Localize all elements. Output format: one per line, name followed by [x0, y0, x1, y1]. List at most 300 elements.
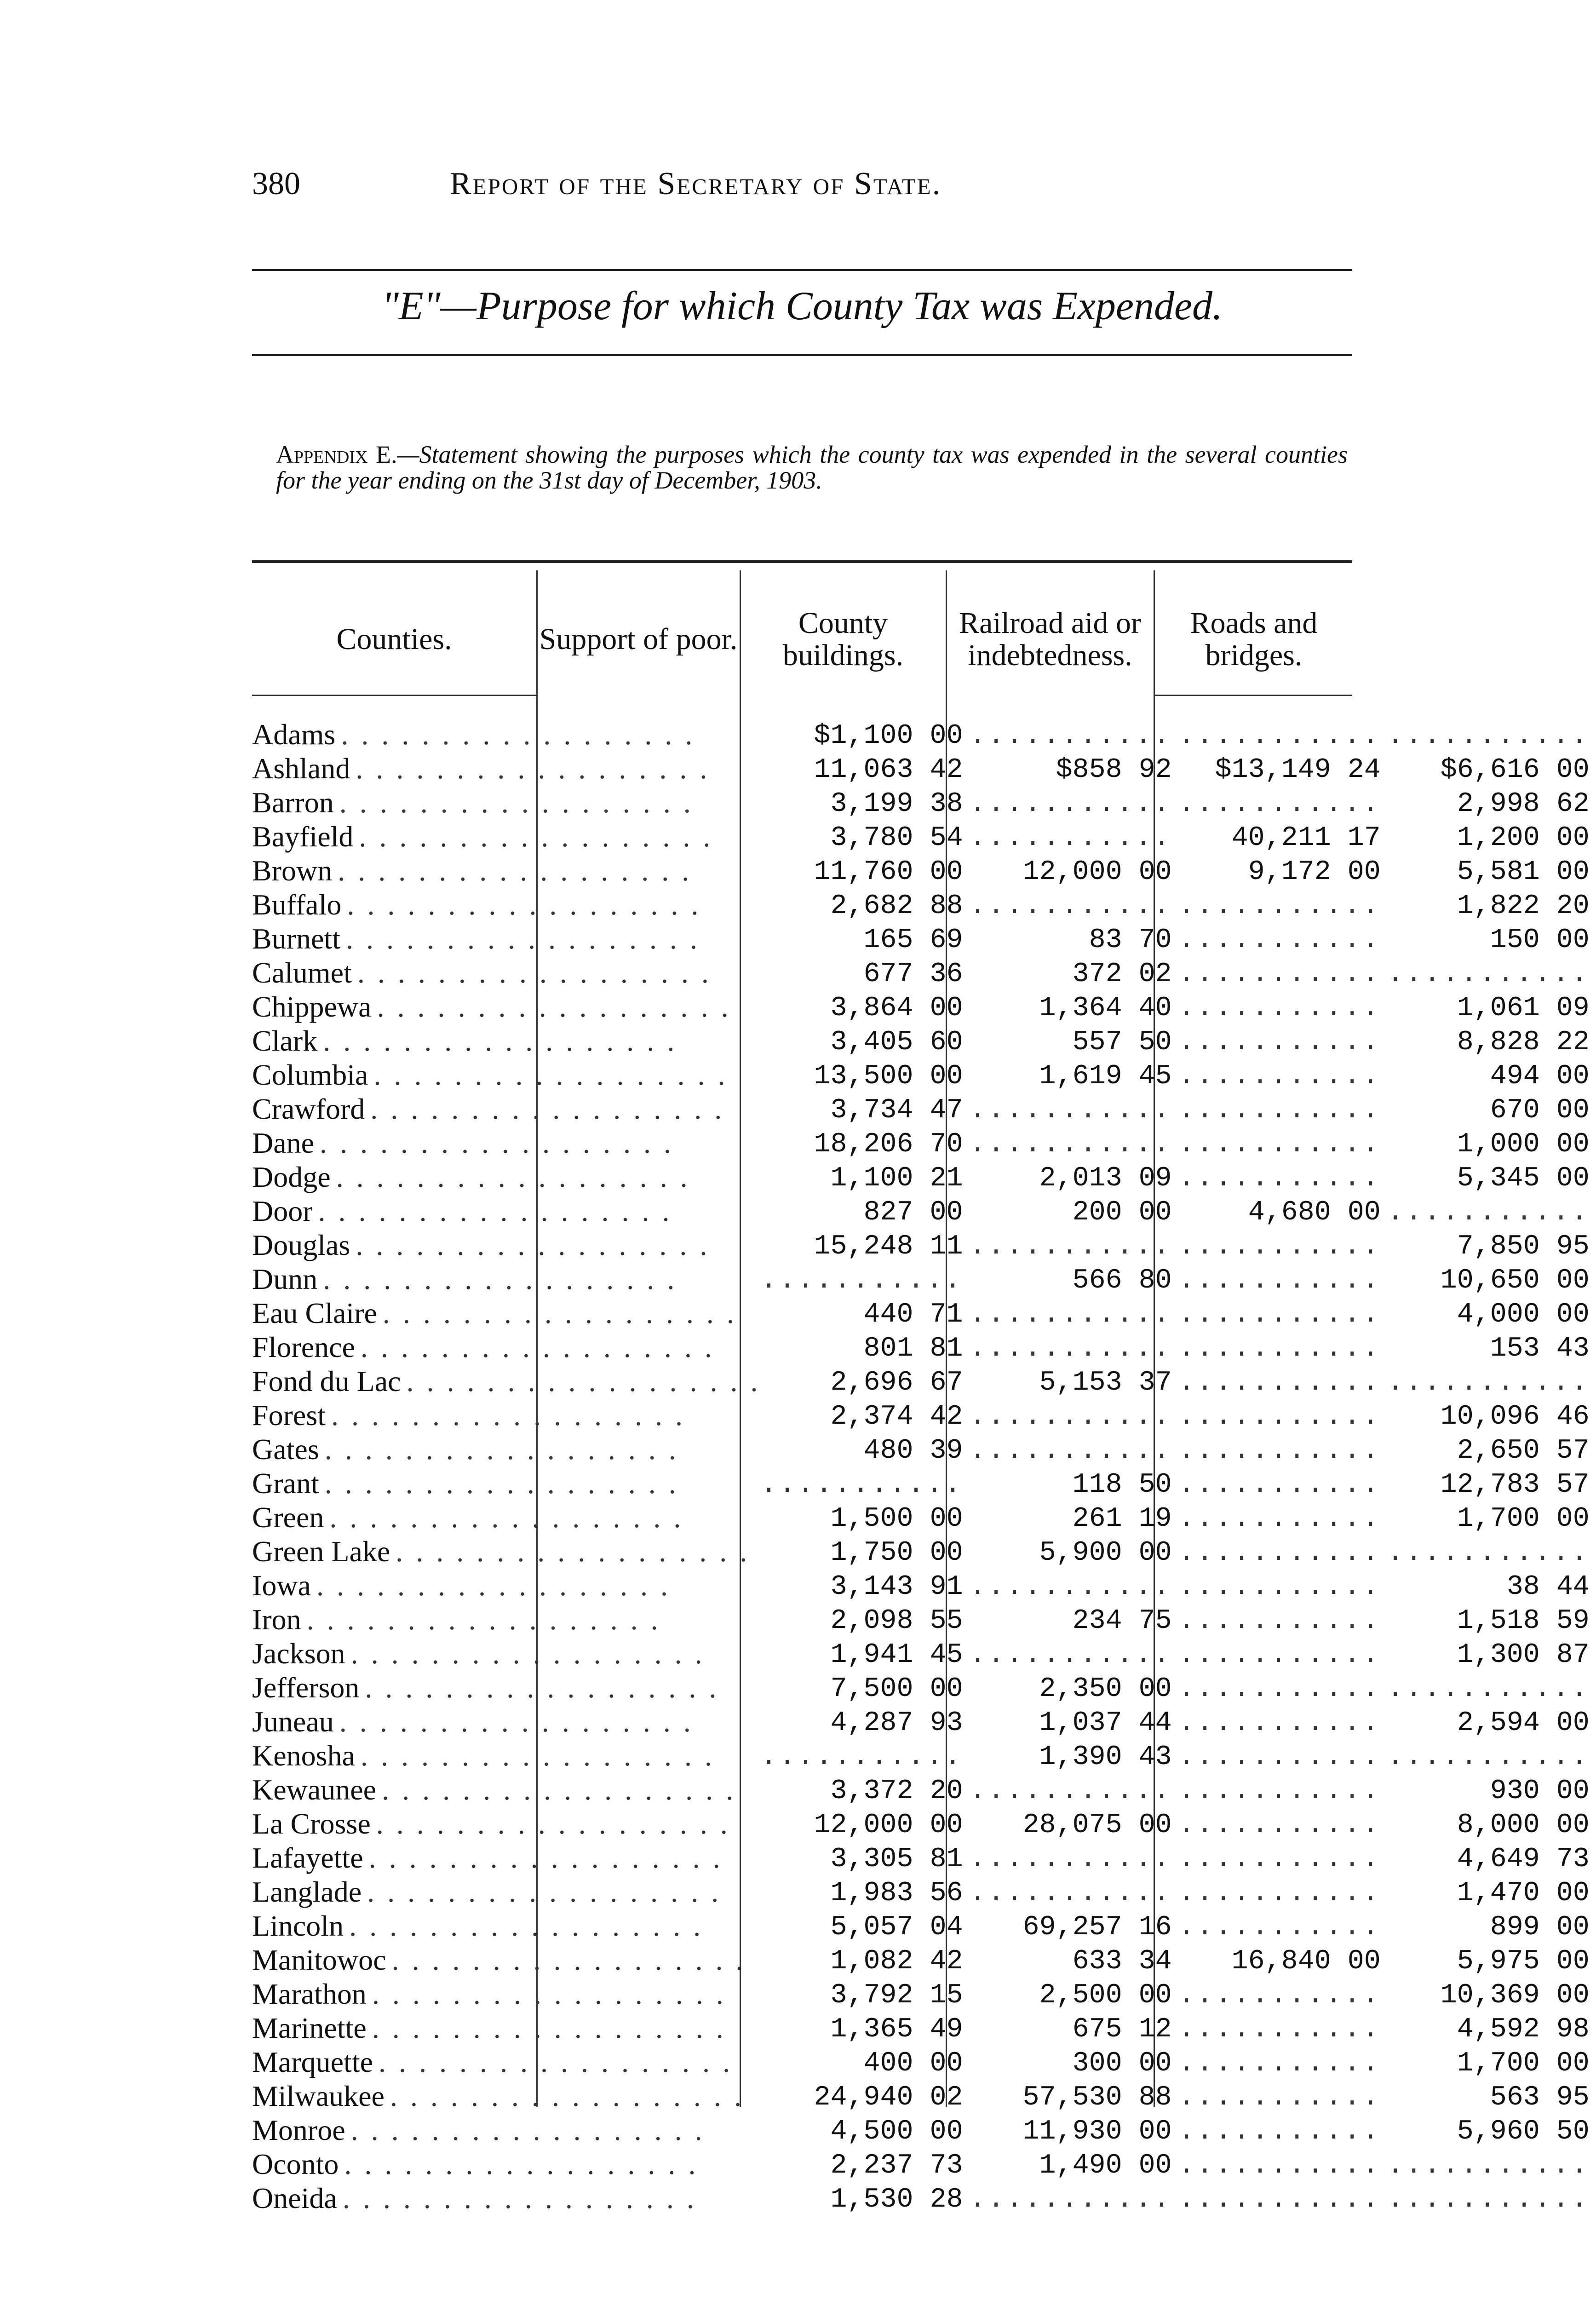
empty-dot-leader: ...........: [969, 891, 1172, 922]
leader-dots: . . . . . . . . . . . . . . . . . .: [342, 2182, 697, 2214]
table-row: [252, 1398, 1596, 1432]
table-row: [252, 2147, 1596, 2181]
county-buildings-cell: [970, 1569, 1178, 1603]
table-row: [252, 1909, 1596, 1943]
roads-and-bridges-cell: 1,300 87: [1457, 1639, 1590, 1671]
county-name: Adams: [252, 718, 336, 751]
railroad-aid-cell: [1178, 1637, 1387, 1671]
table-row: [252, 1058, 1596, 1092]
railroad-aid-cell: [1178, 1501, 1387, 1535]
leader-dots: . . . . . . . . . . . . . . . . . .: [350, 2114, 705, 2146]
county-buildings-cell: $858 92: [1056, 754, 1172, 786]
table-row: [252, 1126, 1596, 1160]
table-row: [252, 1262, 1596, 1296]
empty-dot-leader: ...........: [1178, 1742, 1381, 1773]
county-buildings-cell: 1,390 43: [1039, 1742, 1172, 1773]
page-header: [252, 166, 1356, 216]
county-name: Columbia: [252, 1058, 368, 1091]
table-row: [252, 1705, 1596, 1739]
county-name: Oconto: [252, 2148, 339, 2180]
county-cell: [252, 1126, 761, 1160]
roads-and-bridges-cell: 899 00: [1490, 1912, 1590, 1943]
county-cell: [252, 854, 761, 888]
roads-and-bridges-cell: [1387, 1194, 1596, 1228]
county-cell: [252, 1296, 761, 1330]
empty-dot-leader: ...........: [969, 1333, 1172, 1364]
support-of-poor-cell: 3,305 81: [830, 1844, 963, 1875]
title-rule-top: [252, 269, 1352, 271]
support-of-poor-cell: 3,792 15: [830, 1980, 963, 2011]
county-buildings-cell: 1,490 00: [1039, 2150, 1172, 2181]
railroad-aid-cell: [1178, 1024, 1387, 1058]
leader-dots: . . . . . . . . . . . . . . . . . .: [345, 922, 700, 955]
table-row: [252, 1569, 1596, 1603]
empty-dot-leader: ...........: [760, 1469, 963, 1501]
leader-dots: . . . . . . . . . . . . . . . . . .: [347, 888, 701, 921]
county-name: Dane: [252, 1127, 315, 1159]
table-row: [252, 1501, 1596, 1535]
empty-dot-leader: ...........: [969, 1129, 1172, 1160]
leader-dots: . . . . . . . . . . . . . . . . . .: [367, 1875, 722, 1908]
county-buildings-cell: 1,364 40: [1039, 993, 1172, 1024]
county-name: Bayfield: [252, 820, 354, 853]
leader-dots: . . . . . . . . . . . . . . . . . .: [320, 1127, 674, 1159]
support-of-poor-cell: 1,750 00: [830, 1537, 963, 1569]
empty-dot-leader: ...........: [969, 1571, 1172, 1603]
table-row: [252, 2113, 1596, 2147]
leader-dots: . . . . . . . . . . . . . . . . . .: [370, 1092, 725, 1125]
empty-dot-leader: ...........: [969, 1844, 1172, 1875]
county-buildings-cell: [970, 1126, 1178, 1160]
support-of-poor-cell: 3,405 60: [830, 1027, 963, 1058]
county-cell: [252, 1977, 761, 2011]
county-cell: [252, 1194, 761, 1228]
railroad-aid-cell: [1178, 1773, 1387, 1807]
empty-dot-leader: ...........: [760, 1265, 963, 1296]
county-buildings-cell: [970, 786, 1178, 820]
roads-and-bridges-cell: 2,998 62: [1457, 788, 1590, 820]
county-name: Eau Claire: [252, 1297, 377, 1329]
county-buildings-cell: 300 00: [1072, 2048, 1172, 2079]
railroad-aid-cell: [1178, 1092, 1387, 1126]
support-of-poor-cell: 2,098 55: [830, 1605, 963, 1637]
empty-dot-leader: ...........: [969, 1878, 1172, 1909]
empty-dot-leader: ...........: [1178, 1469, 1381, 1501]
county-name: Marathon: [252, 1978, 367, 2010]
support-of-poor-cell: 480 39: [863, 1435, 963, 1466]
table-row: [252, 2045, 1596, 2079]
leader-dots: . . . . . . . . . . . . . . . . . .: [318, 1195, 672, 1227]
support-of-poor-cell: [761, 1739, 970, 1773]
county-cell: [252, 1330, 761, 1364]
support-of-poor-cell: 3,734 47: [830, 1095, 963, 1126]
empty-dot-leader: ...........: [1178, 993, 1381, 1024]
county-buildings-cell: 1,037 44: [1039, 1708, 1172, 1739]
table-row: [252, 854, 1596, 888]
empty-dot-leader: ...........: [1178, 2184, 1381, 2215]
support-of-poor-cell: 4,287 93: [830, 1708, 963, 1739]
support-of-poor-cell: 3,199 38: [830, 788, 963, 820]
roads-and-bridges-cell: 8,000 00: [1457, 1810, 1590, 1841]
empty-dot-leader: ...........: [1178, 720, 1381, 752]
county-name: Florence: [252, 1331, 355, 1363]
county-buildings-cell: 200 00: [1072, 1197, 1172, 1228]
table-row: [252, 718, 1596, 752]
empty-dot-leader: ...........: [1387, 2150, 1590, 2181]
county-name: Ashland: [252, 752, 350, 785]
county-name: Forest: [252, 1399, 326, 1432]
county-cell: [252, 1807, 761, 1841]
roads-and-bridges-cell: [1387, 956, 1596, 990]
roads-and-bridges-cell: 1,470 00: [1457, 1878, 1590, 1909]
table-row: [252, 922, 1596, 956]
county-name: Door: [252, 1195, 313, 1227]
leader-dots: . . . . . . . . . . . . . . . . . .: [324, 1467, 679, 1500]
empty-dot-leader: ...........: [1178, 1435, 1381, 1466]
county-cell: [252, 1773, 761, 1807]
county-cell: [252, 820, 761, 854]
county-cell: [252, 1058, 761, 1092]
county-buildings-cell: 83 70: [1089, 925, 1172, 956]
empty-dot-leader: ...........: [969, 1401, 1172, 1432]
empty-dot-leader: ...........: [760, 1742, 963, 1773]
leader-dots: . . . . . . . . . . . . . . . . . .: [368, 1841, 723, 1874]
county-cell: [252, 1569, 761, 1603]
leader-dots: . . . . . . . . . . . . . . . . . .: [316, 1569, 671, 1602]
leader-dots: . . . . . . . . . . . . . . . . . .: [356, 752, 710, 785]
railroad-aid-cell: [1178, 1330, 1387, 1364]
county-cell: [252, 1603, 761, 1637]
railroad-aid-cell: [1178, 1569, 1387, 1603]
county-name: Iron: [252, 1603, 301, 1636]
leader-dots: . . . . . . . . . . . . . . . . . .: [359, 820, 713, 853]
leader-dots: . . . . . . . . . . . . . . . . . .: [372, 2012, 726, 2044]
roads-and-bridges-cell: 1,700 00: [1457, 2048, 1590, 2079]
railroad-aid-cell: [1178, 1126, 1387, 1160]
leader-dots: . . . . . . . . . . . . . . . . . .: [360, 1331, 715, 1363]
empty-dot-leader: ...........: [1178, 1776, 1381, 1807]
county-buildings-cell: [970, 1841, 1178, 1875]
railroad-aid-cell: 16,840 00: [1231, 1946, 1381, 1977]
empty-dot-leader: ...........: [1178, 1980, 1381, 2011]
railroad-aid-cell: [1178, 2113, 1387, 2147]
county-cell: [252, 1092, 761, 1126]
county-buildings-cell: [970, 820, 1178, 854]
railroad-aid-cell: [1178, 1432, 1387, 1466]
support-of-poor-cell: 11,063 42: [814, 754, 963, 786]
county-cell: [252, 1262, 761, 1296]
table-row: [252, 1977, 1596, 2011]
empty-dot-leader: ...........: [1178, 2048, 1381, 2079]
county-cell: [252, 1160, 761, 1194]
empty-dot-leader: ...........: [1178, 891, 1381, 922]
roads-and-bridges-cell: 1,822 20: [1457, 891, 1590, 922]
table-row: [252, 1296, 1596, 1330]
support-of-poor-cell: [761, 1262, 970, 1296]
appendix-label: Appendix E.: [276, 441, 397, 468]
county-name: Fond du Lac: [252, 1365, 401, 1397]
county-name: Marinette: [252, 2012, 367, 2044]
empty-dot-leader: ...........: [1178, 1810, 1381, 1841]
county-cell: [252, 2113, 761, 2147]
table-row: [252, 1228, 1596, 1262]
column-header-roads-and-bridges: Roads and bridges.: [1190, 606, 1318, 672]
county-name: Green: [252, 1501, 324, 1534]
table-row: [252, 1432, 1596, 1466]
support-of-poor-cell: 2,237 73: [830, 2150, 963, 2181]
support-of-poor-cell: 440 71: [863, 1299, 963, 1330]
county-name: Gates: [252, 1433, 319, 1466]
empty-dot-leader: ...........: [1178, 1265, 1381, 1296]
empty-dot-leader: ...........: [1178, 2116, 1381, 2147]
county-name: Chippewa: [252, 990, 372, 1023]
empty-dot-leader: ...........: [1387, 959, 1590, 990]
table-top-rule: [252, 560, 1352, 563]
railroad-aid-cell: [1178, 1296, 1387, 1330]
county-name: Jackson: [252, 1637, 345, 1670]
empty-dot-leader: ...........: [969, 2184, 1172, 2215]
leader-dots: . . . . . . . . . . . . . . . . . .: [376, 1807, 730, 1840]
empty-dot-leader: ...........: [969, 1435, 1172, 1466]
county-cell: [252, 786, 761, 820]
railroad-aid-cell: [1178, 1262, 1387, 1296]
empty-dot-leader: ...........: [1387, 1537, 1590, 1569]
leader-dots: . . . . . . . . . . . . . . . . . .: [373, 1058, 728, 1091]
table-row: [252, 786, 1596, 820]
railroad-aid-cell: [1178, 2181, 1387, 2215]
roads-and-bridges-cell: [1387, 1671, 1596, 1705]
table-row: [252, 1330, 1596, 1364]
county-cell: [252, 2045, 761, 2079]
support-of-poor-cell: 12,000 00: [814, 1810, 963, 1841]
county-buildings-cell: 261 19: [1072, 1503, 1172, 1535]
county-name: Green Lake: [252, 1535, 390, 1568]
leader-dots: . . . . . . . . . . . . . . . . . .: [341, 718, 695, 751]
table-row: [252, 1943, 1596, 1977]
empty-dot-leader: ...........: [1178, 959, 1381, 990]
roads-and-bridges-cell: 670 00: [1490, 1095, 1590, 1126]
railroad-aid-cell: [1178, 1160, 1387, 1194]
leader-dots: . . . . . . . . . . . . . . . . . .: [406, 1365, 761, 1397]
county-buildings-cell: 12,000 00: [1022, 857, 1172, 888]
roads-and-bridges-cell: 5,581 00: [1457, 857, 1590, 888]
table-row: [252, 2079, 1596, 2113]
table-row: [252, 1637, 1596, 1671]
empty-dot-leader: ...........: [1178, 2014, 1381, 2045]
table-row: [252, 2011, 1596, 2045]
support-of-poor-cell: 1,500 00: [830, 1503, 963, 1535]
railroad-aid-cell: [1178, 990, 1387, 1024]
county-cell: [252, 922, 761, 956]
leader-dots: . . . . . . . . . . . . . . . . . .: [324, 1433, 679, 1466]
page-number: 380: [252, 166, 300, 201]
county-buildings-cell: [970, 1875, 1178, 1909]
county-buildings-cell: [970, 888, 1178, 922]
roads-and-bridges-cell: 8,828 22: [1457, 1027, 1590, 1058]
support-of-poor-cell: 1,100 21: [830, 1163, 963, 1194]
empty-dot-leader: ...........: [1387, 1197, 1590, 1228]
empty-dot-leader: ...........: [1178, 1095, 1381, 1126]
county-buildings-cell: 5,900 00: [1039, 1537, 1172, 1569]
empty-dot-leader: ...........: [969, 1095, 1172, 1126]
railroad-aid-cell: [1178, 1807, 1387, 1841]
support-of-poor-cell: 13,500 00: [814, 1061, 963, 1092]
leader-dots: . . . . . . . . . . . . . . . . . .: [336, 1161, 690, 1193]
county-name: Marquette: [252, 2046, 373, 2078]
roads-and-bridges-cell: [1387, 718, 1596, 752]
county-buildings-cell: [970, 1398, 1178, 1432]
support-of-poor-cell: $1,100 00: [814, 720, 963, 752]
county-buildings-cell: 1,619 45: [1039, 1061, 1172, 1092]
table-row: [252, 1603, 1596, 1637]
roads-and-bridges-cell: 5,960 50: [1457, 2116, 1590, 2147]
empty-dot-leader: ...........: [1387, 1673, 1590, 1705]
support-of-poor-cell: 1,941 45: [830, 1639, 963, 1671]
county-buildings-cell: 5,153 37: [1039, 1367, 1172, 1398]
railroad-aid-cell: $13,149 24: [1215, 754, 1381, 786]
leader-dots: . . . . . . . . . . . . . . . . . .: [338, 854, 692, 887]
roads-and-bridges-cell: 12,783 57: [1440, 1469, 1590, 1501]
county-name: Iowa: [252, 1569, 311, 1602]
support-of-poor-cell: 827 00: [863, 1197, 963, 1228]
table-row: [252, 1773, 1596, 1807]
support-of-poor-cell: 2,374 42: [830, 1401, 963, 1432]
county-cell: [252, 956, 761, 990]
county-buildings-cell: [970, 1432, 1178, 1466]
empty-dot-leader: ...........: [969, 1231, 1172, 1262]
county-name: Barron: [252, 786, 334, 819]
county-cell: [252, 752, 761, 786]
railroad-aid-cell: [1178, 1671, 1387, 1705]
railroad-aid-cell: [1178, 1739, 1387, 1773]
county-name: Calumet: [252, 956, 352, 989]
section-title: "E"—Purpose for which County Tax was Expended.: [381, 284, 1223, 328]
county-name: Kenosha: [252, 1739, 355, 1772]
support-of-poor-cell: 2,696 67: [830, 1367, 963, 1398]
county-cell: [252, 1398, 761, 1432]
empty-dot-leader: ...........: [969, 1639, 1172, 1671]
roads-and-bridges-cell: 1,000 00: [1457, 1129, 1590, 1160]
county-buildings-cell: 2,013 09: [1039, 1163, 1172, 1194]
roads-and-bridges-cell: [1387, 1364, 1596, 1398]
leader-dots: . . . . . . . . . . . . . . . . . .: [323, 1024, 677, 1057]
county-name: Buffalo: [252, 888, 342, 921]
railroad-aid-cell: [1178, 1535, 1387, 1569]
leader-dots: . . . . . . . . . . . . . . . . . .: [396, 1535, 750, 1568]
leader-dots: . . . . . . . . . . . . . . . . . .: [344, 2148, 699, 2180]
leader-dots: . . . . . . . . . . . . . . . . . .: [306, 1603, 661, 1636]
county-buildings-cell: 28,075 00: [1022, 1810, 1172, 1841]
county-name: Lafayette: [252, 1841, 363, 1874]
header-underline: [252, 695, 537, 696]
roads-and-bridges-cell: 1,518 59: [1457, 1605, 1590, 1637]
empty-dot-leader: ...........: [1178, 1299, 1381, 1330]
roads-and-bridges-cell: 1,700 00: [1457, 1503, 1590, 1535]
county-cell: [252, 1535, 761, 1569]
railroad-aid-cell: [1178, 888, 1387, 922]
county-buildings-cell: 2,350 00: [1039, 1673, 1172, 1705]
support-of-poor-cell: 11,760 00: [814, 857, 963, 888]
county-name: Jefferson: [252, 1671, 360, 1704]
roads-and-bridges-cell: 2,650 57: [1457, 1435, 1590, 1466]
railroad-aid-cell: [1178, 1058, 1387, 1092]
county-name: Dunn: [252, 1263, 318, 1295]
county-buildings-cell: [970, 1092, 1178, 1126]
leader-dots: . . . . . . . . . . . . . . . . . .: [377, 990, 731, 1023]
county-buildings-cell: 234 75: [1072, 1605, 1172, 1637]
empty-dot-leader: ...........: [1387, 1367, 1590, 1398]
support-of-poor-cell: 24,940 02: [814, 2082, 963, 2113]
leader-dots: . . . . . . . . . . . . . . . . . .: [323, 1263, 677, 1295]
county-cell: [252, 1364, 761, 1398]
railroad-aid-cell: [1178, 1841, 1387, 1875]
county-name: Langlade: [252, 1875, 362, 1908]
empty-dot-leader: ...........: [1178, 2082, 1381, 2113]
county-name: Brown: [252, 854, 333, 887]
column-header-railroad-aid: Railroad aid or indebtedness.: [959, 606, 1141, 672]
roads-and-bridges-cell: [1387, 1739, 1596, 1773]
roads-and-bridges-cell: 1,061 09: [1457, 993, 1590, 1024]
support-of-poor-cell: 2,682 88: [830, 891, 963, 922]
roads-and-bridges-cell: [1387, 1535, 1596, 1569]
empty-dot-leader: ...........: [1178, 1129, 1381, 1160]
leader-dots: . . . . . . . . . . . . . . . . . .: [356, 1229, 710, 1261]
support-of-poor-cell: 3,864 00: [830, 993, 963, 1024]
leader-dots: . . . . . . . . . . . . . . . . . .: [339, 786, 694, 819]
empty-dot-leader: ...........: [1178, 925, 1381, 956]
empty-dot-leader: ...........: [1387, 720, 1590, 752]
county-buildings-cell: [970, 1773, 1178, 1807]
roads-and-bridges-cell: 1,200 00: [1457, 822, 1590, 854]
table-row: [252, 956, 1596, 990]
county-name: Grant: [252, 1467, 319, 1500]
table-row: [252, 1160, 1596, 1194]
support-of-poor-cell: 4,500 00: [830, 2116, 963, 2147]
empty-dot-leader: ...........: [1178, 1333, 1381, 1364]
railroad-aid-cell: [1178, 1364, 1387, 1398]
table-row: [252, 820, 1596, 854]
roads-and-bridges-cell: 150 00: [1490, 925, 1590, 956]
county-name: Monroe: [252, 2114, 345, 2146]
roads-and-bridges-cell: 10,650 00: [1440, 1265, 1590, 1296]
empty-dot-leader: ...........: [1178, 1367, 1381, 1398]
support-of-poor-cell: [761, 1466, 970, 1501]
column-header-counties: Counties.: [336, 622, 452, 656]
county-name: Clark: [252, 1024, 318, 1057]
county-buildings-cell: [970, 1228, 1178, 1262]
county-name: Manitowoc: [252, 1944, 386, 1976]
leader-dots: . . . . . . . . . . . . . . . . . .: [360, 1739, 715, 1772]
empty-dot-leader: ...........: [1178, 788, 1381, 820]
leader-dots: . . . . . . . . . . . . . . . . . .: [329, 1501, 684, 1534]
support-of-poor-cell: 3,143 91: [830, 1571, 963, 1603]
table-row: [252, 1841, 1596, 1875]
county-name: La Crosse: [252, 1807, 371, 1840]
leader-dots: . . . . . . . . . . . . . . . . . .: [350, 1637, 705, 1670]
county-buildings-cell: 557 50: [1072, 1027, 1172, 1058]
railroad-aid-cell: [1178, 718, 1387, 752]
support-of-poor-cell: 15,248 11: [814, 1231, 963, 1262]
support-of-poor-cell: 5,057 04: [830, 1912, 963, 1943]
empty-dot-leader: ...........: [969, 788, 1172, 820]
leader-dots: . . . . . . . . . . . . . . . . . .: [390, 2080, 744, 2112]
roads-and-bridges-cell: 930 00: [1490, 1776, 1590, 1807]
support-of-poor-cell: 1,365 49: [830, 2014, 963, 2045]
support-of-poor-cell: 1,530 28: [830, 2184, 963, 2215]
table-row: [252, 2181, 1596, 2215]
support-of-poor-cell: 1,983 56: [830, 1878, 963, 1909]
support-of-poor-cell: 677 36: [863, 959, 963, 990]
